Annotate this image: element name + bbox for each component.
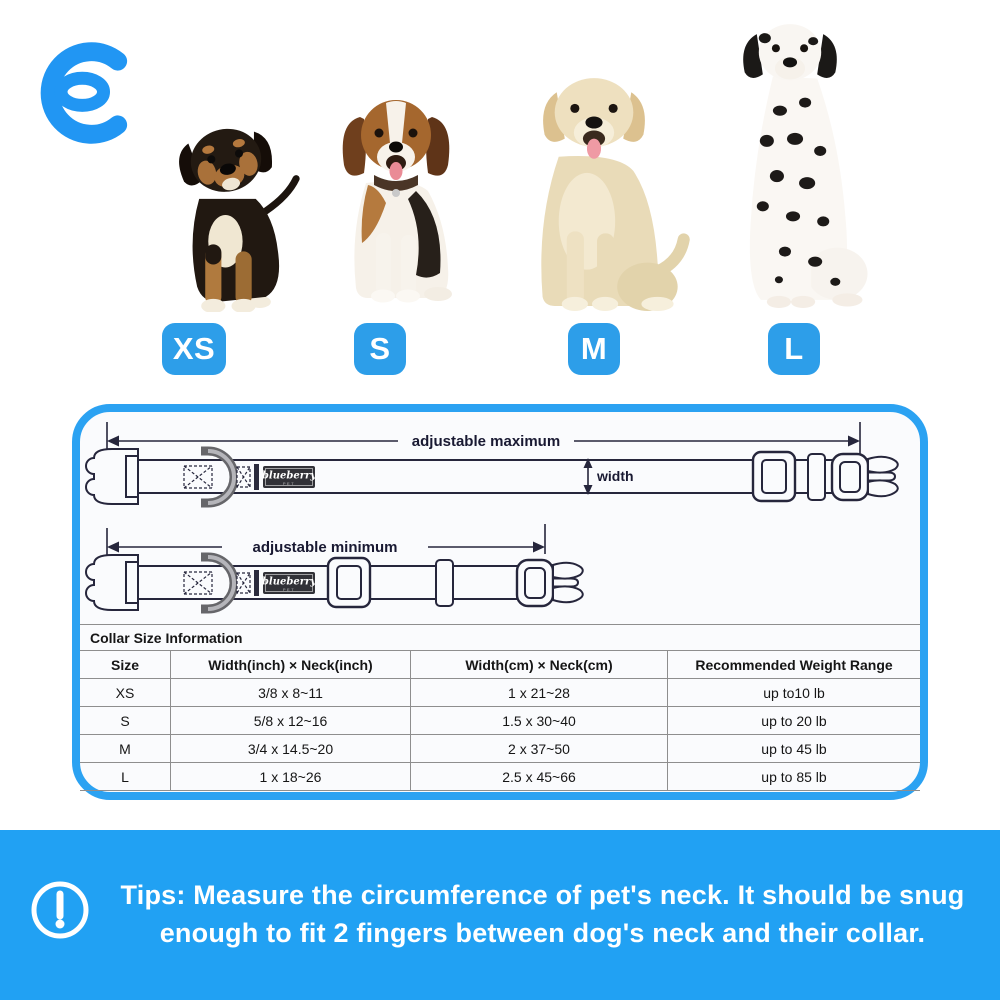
col-header-weight: Recommended Weight Range — [667, 651, 920, 679]
table-cell: up to 20 lb — [667, 707, 920, 735]
dog-photo-s-beagle — [316, 82, 476, 314]
col-header-size: Size — [80, 651, 170, 679]
tips-text — [100, 876, 985, 952]
size-badge-s: S — [354, 323, 406, 375]
collar-info-panel — [72, 404, 928, 800]
female-buckle — [86, 449, 138, 504]
table-cell: S — [80, 707, 170, 735]
table-cell: 1 x 18~26 — [170, 763, 410, 791]
size-badge-m: M — [568, 323, 620, 375]
table-cell: up to 85 lb — [667, 763, 920, 791]
tri-glide-slider-min — [328, 558, 370, 607]
table-cell: up to 45 lb — [667, 735, 920, 763]
stitch-box-small — [237, 467, 250, 487]
table-cell: 1 x 21~28 — [410, 679, 667, 707]
male-buckle-min — [517, 560, 583, 606]
table-cell: 2 x 37~50 — [410, 735, 667, 763]
strap-keeper-max — [808, 454, 825, 500]
size-badge-l: L — [768, 323, 820, 375]
width-label: width — [597, 468, 634, 484]
tips-line-1: Tips: Measure the circumference of pet's neck. It should be snug — [120, 880, 965, 910]
size-badge-xs: XS — [162, 323, 226, 375]
collar-size-table — [80, 624, 920, 791]
table-cell: M — [80, 735, 170, 763]
brand-tag — [262, 466, 317, 488]
puppy-tail — [266, 179, 296, 211]
table-cell: 2.5 x 45~66 — [410, 763, 667, 791]
brand-logo-e-icon — [28, 34, 146, 152]
table-title: Collar Size Information — [80, 624, 920, 651]
col-header-cm: Width(cm) × Neck(cm) — [410, 651, 667, 679]
adjustable-maximum-label: adjustable maximum — [411, 433, 561, 450]
stitch-box — [184, 466, 212, 488]
tips-line-2: enough to fit 2 fingers between dog's neck and their collar. — [159, 918, 926, 948]
male-buckle-max — [832, 454, 898, 500]
table-cell: 1.5 x 30~40 — [410, 707, 667, 735]
collar-left-assembly — [86, 449, 317, 504]
dog-photo-xs-puppy — [145, 110, 320, 312]
dog-photo-m-golden-retriever — [498, 60, 690, 312]
adjustable-minimum-label: adjustable minimum — [252, 539, 398, 556]
tri-glide-slider-max — [753, 452, 795, 501]
table-cell: up to10 lb — [667, 679, 920, 707]
tips-banner — [0, 830, 1000, 1000]
dog-photo-l-dalmatian — [694, 10, 886, 312]
table-cell: 5/8 x 12~16 — [170, 707, 410, 735]
puppy-head — [174, 120, 278, 201]
width-arrow — [584, 458, 593, 495]
brand-tag-text: blueberry — [261, 470, 317, 482]
table-cell: 3/4 x 14.5~20 — [170, 735, 410, 763]
collar-diagram — [80, 412, 920, 622]
table-cell: L — [80, 763, 170, 791]
table-grid — [80, 651, 920, 791]
brand-tag-sub: PET — [282, 481, 296, 486]
strap-keeper-min — [436, 560, 453, 606]
col-header-inch: Width(inch) × Neck(inch) — [170, 651, 410, 679]
exclamation-icon — [30, 880, 90, 940]
table-cell: XS — [80, 679, 170, 707]
table-cell: 3/8 x 8~11 — [170, 679, 410, 707]
